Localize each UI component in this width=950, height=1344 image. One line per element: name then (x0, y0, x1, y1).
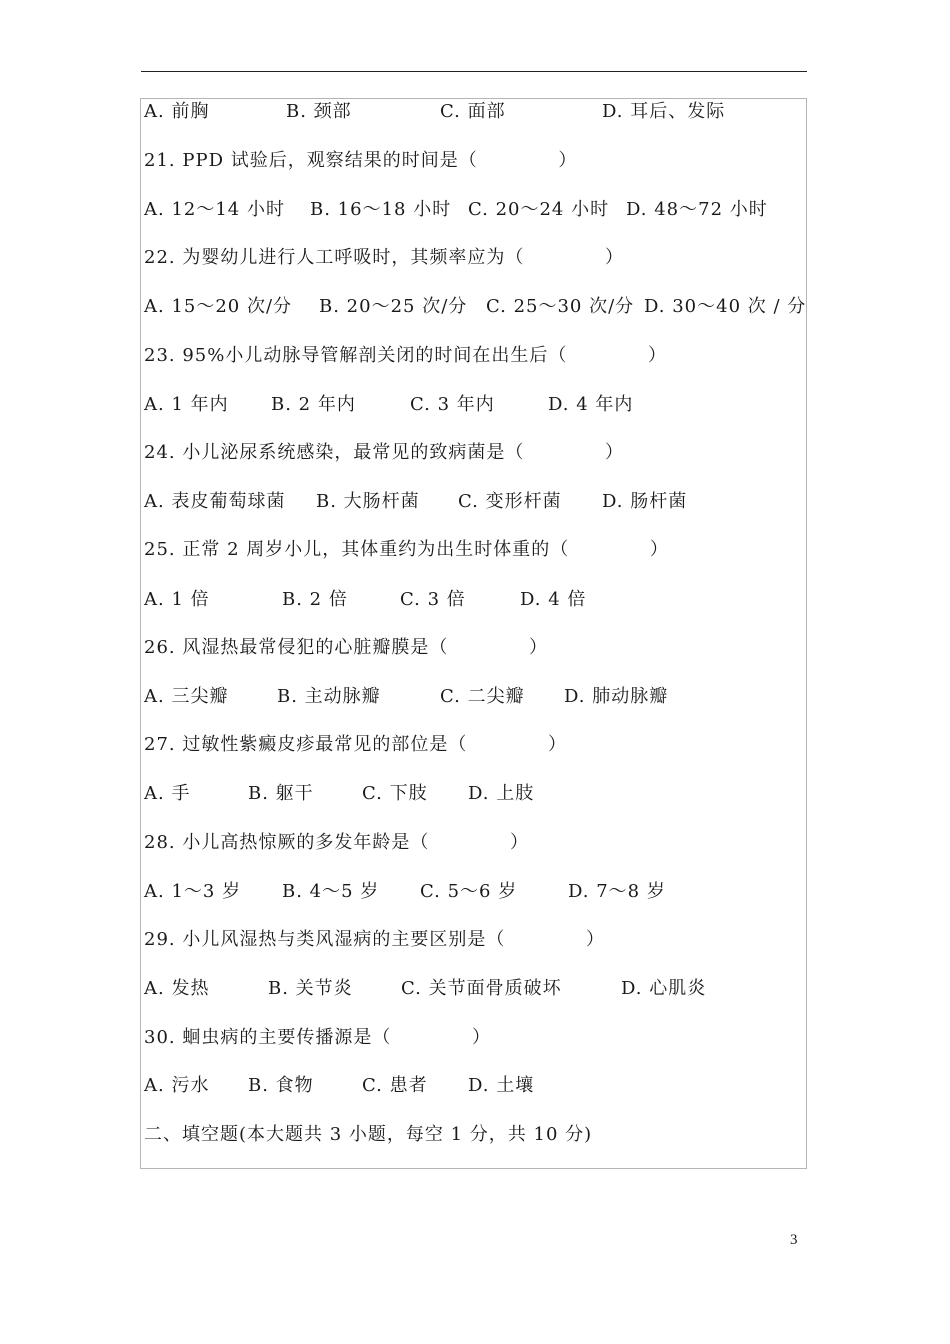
option-c: C. 患者 (362, 1075, 428, 1096)
option-a: A. 表皮葡萄球菌 (144, 491, 286, 512)
question-30: 30. 蛔虫病的主要传播源是（ ） (144, 1027, 492, 1048)
option-a: A. 1 倍 (144, 589, 210, 610)
option-d: D. 30～40 次 / 分 (644, 296, 807, 317)
option-d: D. 耳后、发际 (602, 101, 726, 122)
options-row-27 (144, 779, 535, 809)
page-number: 3 (790, 1232, 798, 1248)
options-row-25 (144, 585, 587, 615)
option-a: A. 15～20 次/分 (144, 296, 293, 317)
option-a: A. 手 (144, 783, 191, 804)
options-row-28 (144, 877, 666, 907)
options-row-23 (144, 390, 634, 420)
question-27: 27. 过敏性紫癜皮疹最常见的部位是（ ） (144, 734, 568, 755)
options-row-22 (144, 292, 807, 322)
option-a: A. 前胸 (144, 101, 210, 122)
option-b: B. 2 倍 (282, 589, 348, 610)
option-d: D. 4 倍 (520, 589, 587, 610)
question-24: 24. 小儿泌尿系统感染，最常见的致病菌是（ ） (144, 442, 625, 463)
option-c: C. 下肢 (362, 783, 428, 804)
options-row-21 (144, 195, 768, 225)
question-21: 21. PPD 试验后，观察结果的时间是（ ） (144, 150, 578, 171)
option-d: D. 上肢 (468, 783, 535, 804)
options-row-30 (144, 1071, 535, 1101)
option-d: D. 7～8 岁 (568, 881, 666, 902)
option-a: A. 发热 (144, 978, 210, 999)
header-rule (141, 71, 807, 72)
option-a: A. 1～3 岁 (144, 881, 242, 902)
option-d: D. 心肌炎 (621, 978, 707, 999)
option-d: D. 土壤 (468, 1075, 535, 1096)
options-row-24 (144, 487, 688, 517)
option-d: D. 48～72 小时 (626, 199, 768, 220)
option-b: B. 关节炎 (268, 978, 353, 999)
option-b: B. 16～18 小时 (310, 199, 452, 220)
option-b: B. 大肠杆菌 (316, 491, 420, 512)
option-a: A. 12～14 小时 (144, 199, 285, 220)
option-b: B. 20～25 次/分 (319, 296, 468, 317)
options-row-29 (144, 974, 707, 1004)
option-a: A. 三尖瓣 (144, 686, 229, 707)
option-d: D. 肠杆菌 (602, 491, 688, 512)
question-25: 25. 正常 2 周岁小儿，其体重约为出生时体重的（ ） (144, 539, 669, 560)
question-28: 28. 小儿高热惊厥的多发年龄是（ ） (144, 832, 530, 853)
option-c: C. 3 倍 (400, 589, 466, 610)
option-c: C. 5～6 岁 (420, 881, 518, 902)
option-c: C. 变形杆菌 (458, 491, 562, 512)
option-b: B. 主动脉瓣 (277, 686, 381, 707)
options-row-26 (144, 682, 669, 712)
option-b: B. 食物 (248, 1075, 314, 1096)
question-23: 23. 95%小儿动脉导管解剖关闭的时间在出生后（ ） (144, 345, 668, 366)
option-c: C. 面部 (440, 101, 506, 122)
option-b: B. 躯干 (248, 783, 314, 804)
option-a: A. 1 年内 (144, 394, 229, 415)
option-b: B. 2 年内 (271, 394, 356, 415)
option-c: C. 25～30 次/分 (486, 296, 635, 317)
option-a: A. 污水 (144, 1075, 210, 1096)
option-b: B. 4～5 岁 (282, 881, 380, 902)
option-c: C. 20～24 小时 (468, 199, 610, 220)
section-heading: 二、填空题(本大题共 3 小题，每空 1 分，共 10 分) (144, 1124, 593, 1145)
question-29: 29. 小儿风湿热与类风湿病的主要区别是（ ） (144, 929, 606, 950)
option-d: D. 肺动脉瓣 (564, 686, 669, 707)
question-22: 22. 为婴幼儿进行人工呼吸时，其频率应为（ ） (144, 247, 625, 268)
option-c: C. 3 年内 (410, 394, 495, 415)
option-c: C. 二尖瓣 (440, 686, 525, 707)
options-row-20 (144, 97, 726, 127)
question-26: 26. 风湿热最常侵犯的心脏瓣膜是（ ） (144, 637, 549, 658)
option-c: C. 关节面骨质破坏 (401, 978, 562, 999)
option-b: B. 颈部 (286, 101, 352, 122)
option-d: D. 4 年内 (548, 394, 634, 415)
